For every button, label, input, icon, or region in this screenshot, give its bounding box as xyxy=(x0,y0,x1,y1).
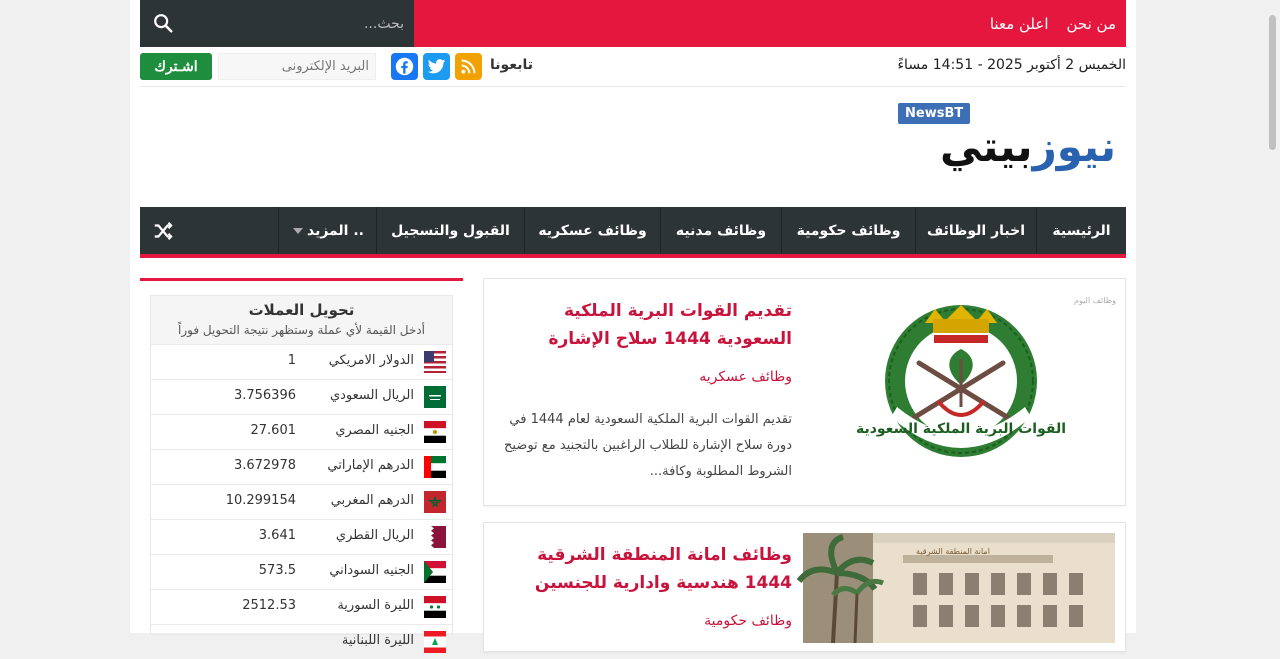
subscribe-button[interactable]: اشـترك xyxy=(140,53,212,80)
currency-table xyxy=(150,295,453,648)
advertise-link[interactable]: اعلن معنا xyxy=(989,14,1049,33)
nav-item-home[interactable]: الرئيسية xyxy=(1036,207,1126,254)
currency-row xyxy=(151,554,452,589)
currency-name: الدرهم المغربي xyxy=(330,493,414,508)
nav-more-label: المزيد .. xyxy=(306,222,364,239)
currency-name: الليرة السورية xyxy=(337,598,414,613)
page-scrollbar[interactable] xyxy=(1265,0,1280,633)
currency-value[interactable]: 10.299154 xyxy=(225,493,296,508)
site-logo[interactable] xyxy=(892,100,1126,190)
currency-row xyxy=(151,589,452,624)
shuffle-icon[interactable] xyxy=(152,220,174,242)
search-box xyxy=(140,0,414,47)
egypt-flag-icon xyxy=(424,421,446,443)
rss-icon[interactable] xyxy=(455,53,482,80)
top-links xyxy=(990,0,1116,47)
article-card[interactable] xyxy=(483,522,1126,652)
currency-name: الجنيه المصري xyxy=(335,423,414,438)
sudan-flag-icon xyxy=(424,561,446,583)
about-us-link[interactable]: من نحن xyxy=(1066,14,1116,33)
building-sign: امانة المنطقة الشرقية xyxy=(916,547,990,556)
svg-text:وظائف اليوم: وظائف اليوم xyxy=(1074,296,1116,305)
currency-name: الجنيه السوداني xyxy=(329,563,414,578)
currency-value[interactable]: 2512.53 xyxy=(242,598,296,613)
municipality-building-image[interactable] xyxy=(803,533,1115,643)
currency-value[interactable]: 1 xyxy=(287,353,296,368)
search-icon[interactable] xyxy=(152,12,174,34)
currency-subtitle: أدخل القيمة لأي عملة وستظهر نتيجة التحويل فوراً xyxy=(178,323,425,337)
info-bar xyxy=(140,47,1126,87)
twitter-icon[interactable] xyxy=(423,53,450,80)
qatar-flag-icon xyxy=(424,526,446,548)
nav-item-admission[interactable]: القبول والتسجيل xyxy=(376,207,524,254)
currency-name: الريال القطري xyxy=(335,528,414,543)
article-title[interactable]: تقديم القوات البرية الملكية السعودية 1444 سلاح الإشارة xyxy=(548,301,792,349)
uae-flag-icon xyxy=(424,456,446,478)
currency-row xyxy=(151,624,452,659)
facebook-icon[interactable] xyxy=(391,53,418,80)
us-flag-icon xyxy=(424,351,446,373)
currency-name: الريال السعودي xyxy=(329,388,414,403)
currency-header xyxy=(151,296,452,344)
search-input[interactable] xyxy=(182,8,404,39)
current-date: الخميس 2 أكتوبر 2025 - 14:51 مساءً xyxy=(897,57,1126,73)
page-container xyxy=(130,0,1136,648)
currency-converter-widget xyxy=(140,278,463,648)
article-category[interactable]: وظائف حكومية xyxy=(704,613,792,629)
article-excerpt: تقديم القوات البرية الملكية السعودية لعام 1444 في دورة سلاح الإشارة للطلاب الراغبين بالتجنيد مع توضيح الشروط المطلوبة وكافة... xyxy=(503,412,792,479)
currency-row xyxy=(151,414,452,449)
currency-value[interactable]: 3.672978 xyxy=(233,458,296,473)
currency-value[interactable]: 27.601 xyxy=(250,423,296,438)
nav-item-military-jobs[interactable]: وظائف عسكريه xyxy=(524,207,660,254)
main-nav xyxy=(140,207,1126,258)
chevron-down-icon xyxy=(293,228,303,234)
top-bar xyxy=(140,0,1126,47)
currency-value[interactable]: 3.641 xyxy=(258,528,296,543)
currency-row xyxy=(151,449,452,484)
currency-name: الدولار الامريكي xyxy=(328,353,414,368)
follow-label: تابعونا xyxy=(490,57,533,73)
morocco-flag-icon xyxy=(424,491,446,513)
email-field[interactable] xyxy=(218,53,376,80)
nav-item-civil-jobs[interactable]: وظائف مدنيه xyxy=(660,207,781,254)
syria-flag-icon xyxy=(424,596,446,618)
article-title[interactable]: وظائف امانة المنطقة الشرقية 1444 هندسية وادارية للجنسين xyxy=(534,545,792,593)
currency-name: الدرهم الإماراتي xyxy=(327,458,414,473)
logo-text: نيوزبيتي xyxy=(940,122,1116,171)
article-card[interactable] xyxy=(483,278,1126,506)
currency-row xyxy=(151,484,452,519)
saudi-flag-icon xyxy=(424,386,446,408)
nav-item-job-news[interactable]: اخبار الوظائف xyxy=(915,207,1036,254)
emblem-caption: القوات البرية الملكية السعودية xyxy=(855,421,1067,437)
currency-name: الليرة اللبنانية xyxy=(341,633,414,648)
scrollbar-thumb[interactable] xyxy=(1269,15,1276,150)
article-category[interactable]: وظائف عسكريه xyxy=(699,369,792,385)
currency-row xyxy=(151,379,452,414)
currency-value[interactable]: 573.5 xyxy=(258,563,296,578)
currency-row xyxy=(151,519,452,554)
nav-item-more[interactable] xyxy=(278,207,376,254)
nav-item-gov-jobs[interactable]: وظائف حكومية xyxy=(781,207,915,254)
lebanon-flag-icon xyxy=(424,631,446,653)
logo-badge: NewsBT xyxy=(898,103,970,124)
currency-value[interactable]: 3.756396 xyxy=(233,388,296,403)
currency-title: تحويل العملات xyxy=(248,301,355,319)
currency-row xyxy=(151,344,452,379)
royal-land-forces-emblem-image[interactable] xyxy=(803,289,1115,469)
